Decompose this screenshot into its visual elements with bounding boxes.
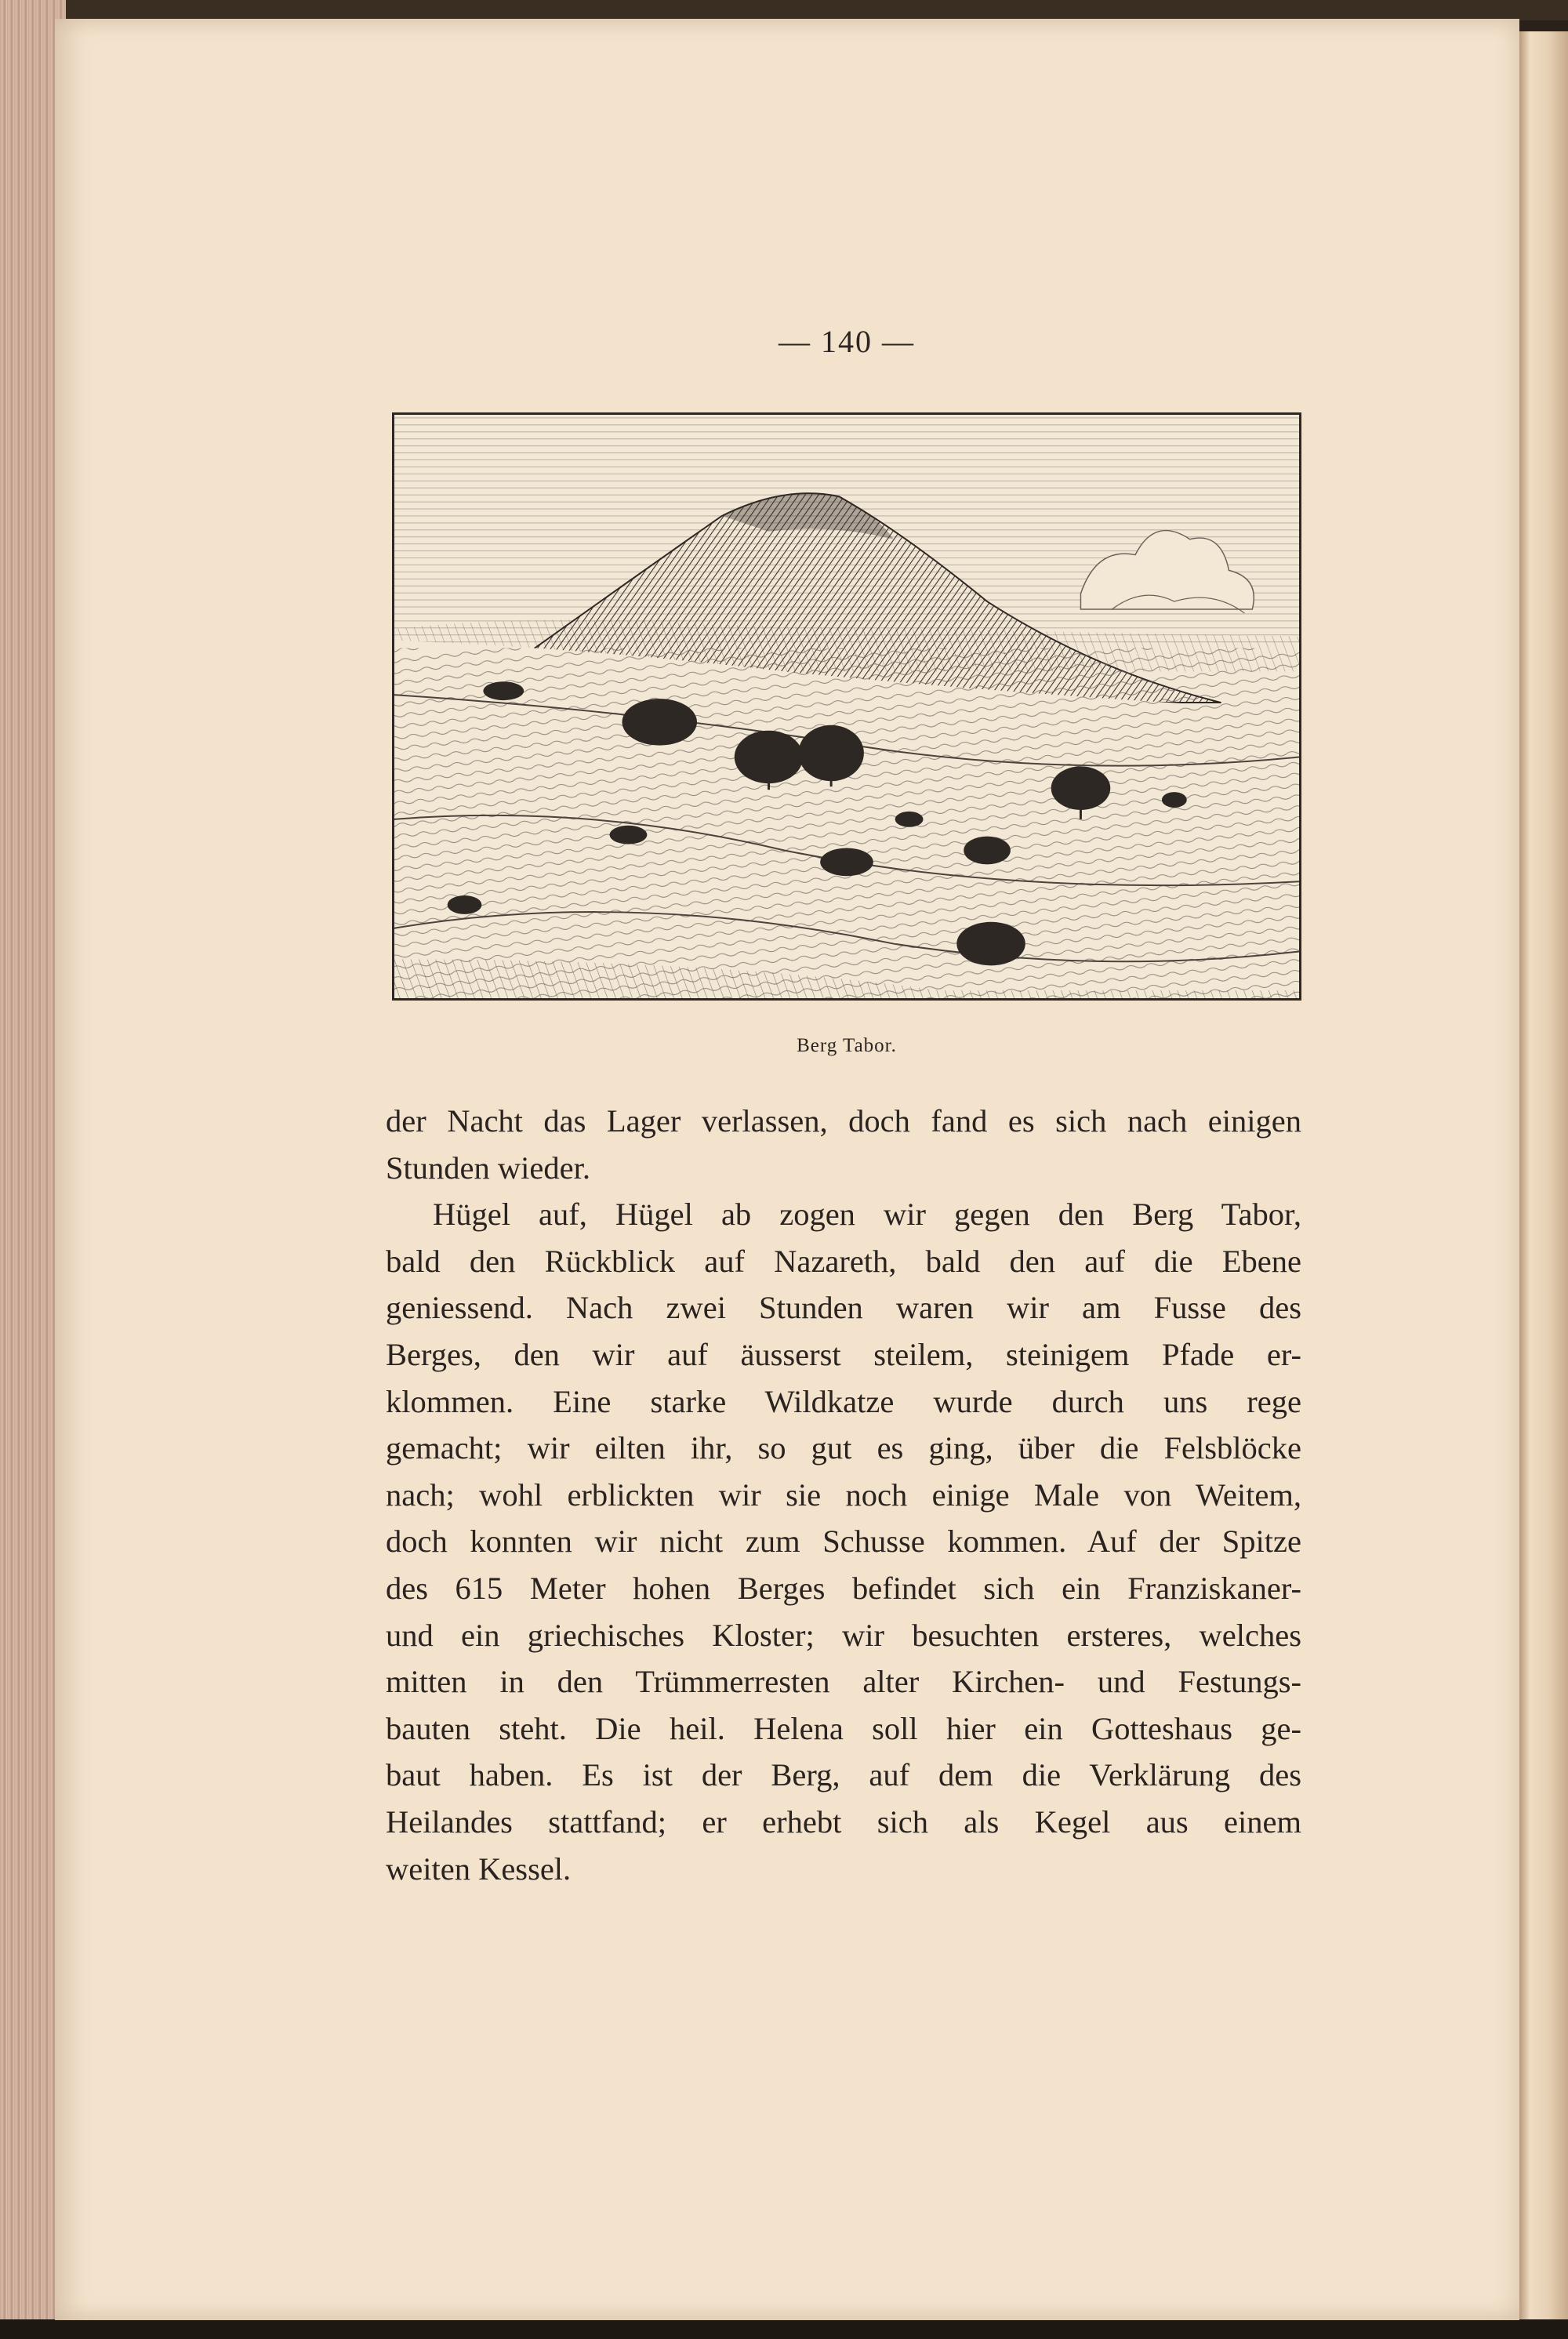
text-line: bald den Rückblick auf Nazareth, bald den auf die Ebene <box>386 1243 1301 1279</box>
text-line: des 615 Meter hohen Berges befindet sich ein Franziskaner- <box>386 1570 1301 1606</box>
text-line: Berges, den wir auf äusserst steilem, steinigem Pfade er- <box>386 1336 1301 1372</box>
text-line: gemacht; wir eilten ihr, so gut es ging, über die Felsblöcke <box>386 1430 1301 1466</box>
text-line: baut haben. Es ist der Berg, auf dem die Verklärung des <box>386 1757 1301 1793</box>
text-line: nach; wohl erblickten wir sie noch einige Male von Weitem, <box>386 1476 1301 1513</box>
book-right-page-edges <box>1519 31 1568 2321</box>
text-line: mitten in den Trümmerresten alter Kirchen- und Festungs- <box>386 1664 1301 1700</box>
scan-top-border <box>47 0 1568 20</box>
text-line: geniessend. Nach zwei Stunden waren wir am Fusse des <box>386 1290 1301 1326</box>
page-number: — 140 — <box>779 324 915 359</box>
landscape-illustration <box>394 415 1299 998</box>
text-line: Stunden wieder. <box>386 1150 590 1186</box>
body-text <box>386 1098 1301 1892</box>
scan-bottom-border <box>0 2319 1568 2339</box>
text-line: weiten Kessel. <box>386 1850 572 1887</box>
text-line: doch konnten wir nicht zum Schusse kommen. Auf der Spitze <box>386 1524 1301 1560</box>
text-line: und ein griechisches Kloster; wir besuchten ersteres, welches <box>386 1617 1301 1653</box>
text-line: Heilandes stattfand; er erhebt sich als Kegel aus einem <box>386 1803 1301 1840</box>
text-line: der Nacht das Lager verlassen, doch fand es sich nach einigen <box>386 1103 1301 1139</box>
text-line: klommen. Eine starke Wildkatze wurde durch uns rege <box>386 1383 1301 1419</box>
text-line: Hügel auf, Hügel ab zogen wir gegen den Berg Tabor, <box>433 1197 1301 1233</box>
engraving-mount-tabor <box>392 412 1301 1001</box>
illustration-caption: Berg Tabor. <box>797 1035 897 1056</box>
text-line: bauten steht. Die heil. Helena soll hier ein Gotteshaus ge- <box>386 1710 1301 1746</box>
